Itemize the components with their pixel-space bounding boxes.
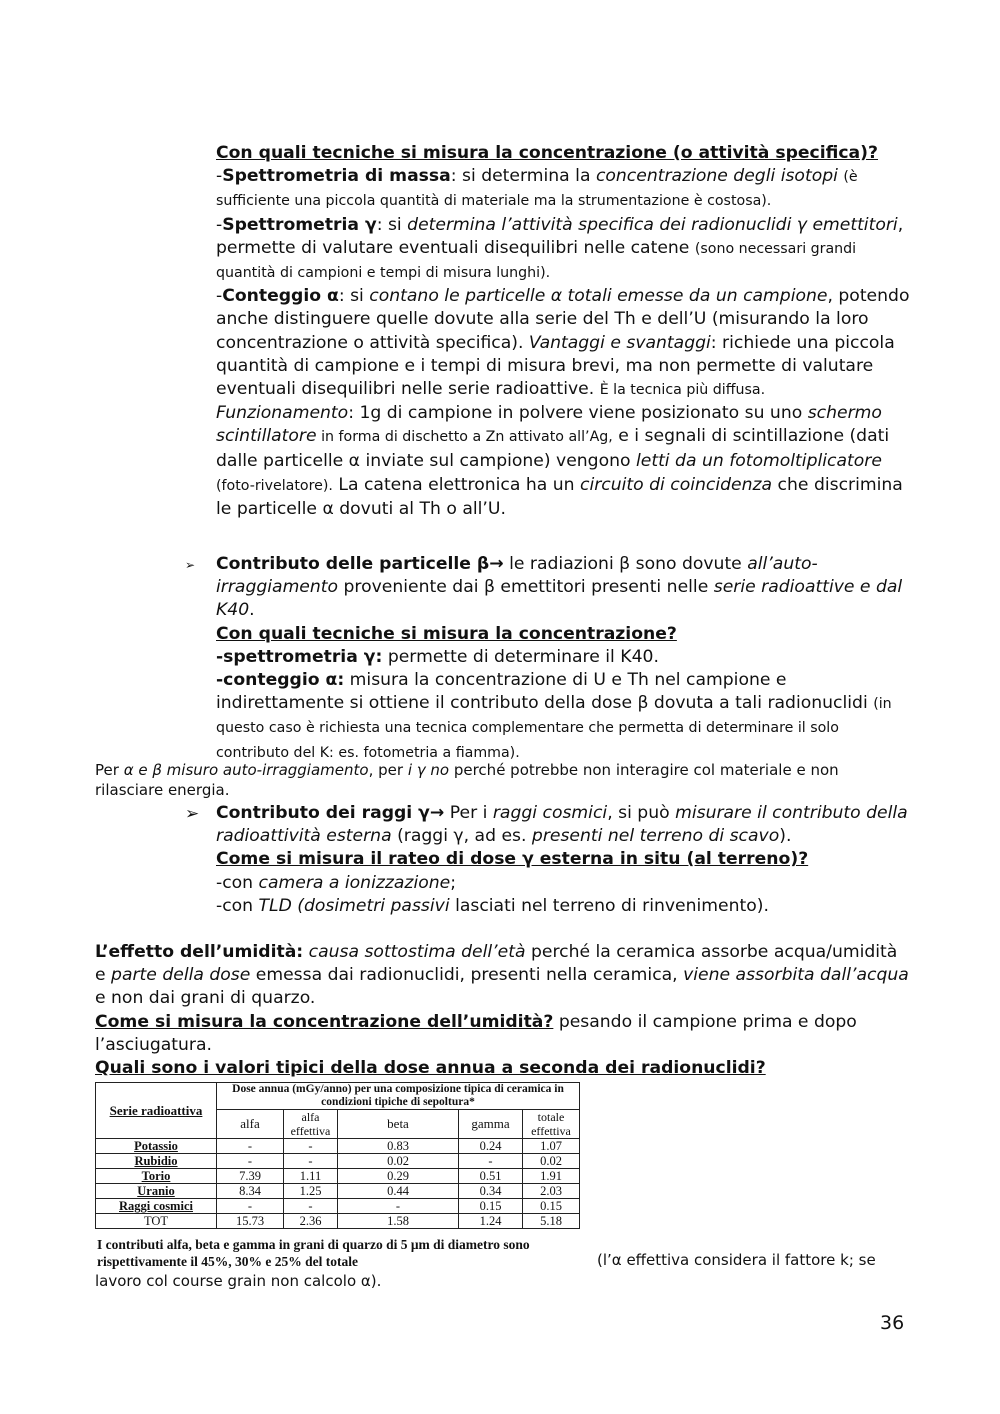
heading-techniques: Con quali tecniche si misura la concentrazione (o attività specifica)? (216, 143, 878, 163)
functioning-paragraph: Funzionamento: 1g di campione in polvere viene posizionato su uno schermo scintillatore in forma di dischetto a Zn attivato all’Ag, e i segnali di scintillazione (dati dalle particelle α inviate sul campione) vengono letti da un fotomoltiplicatore (foto-rivelatore). La catena elettronica ha un circuito di coincidenza che discrimina le particelle α dovuti al Th o all’U. (216, 403, 903, 520)
cell: - (284, 1154, 338, 1169)
table-caption: I contributi alfa, beta e gamma in grani di quarzo di 5 μm di diametro sono rispettivamente il 45%, 30% e 25% del totale (97, 1237, 530, 1269)
table-row (96, 1139, 580, 1154)
table-row (96, 1154, 580, 1169)
row-label: Uranio (96, 1184, 217, 1199)
col-header: gamma (459, 1110, 523, 1139)
footnote: (l’α effettiva considera il fattore k; se lavoro col course grain non calcolo α). (95, 1251, 876, 1290)
cell: 1.07 (523, 1139, 580, 1154)
note-auto-irradiation: Per α e β misuro auto-irraggiamento, per i γ no perché potrebbe non interagire col materiale e non rilasciare energia. (95, 761, 839, 799)
col-header: beta (338, 1110, 459, 1139)
bullet-icon: ➢ (185, 558, 196, 572)
beta-spectrometry: -spettrometria γ: permette di determinare il K40. (216, 646, 659, 667)
cell: 0.34 (459, 1184, 523, 1199)
heading-dose-table: Quali sono i valori tipici della dose annua a seconda dei radionuclidi? (95, 1058, 766, 1079)
beta-paragraph: Contributo delle particelle β→ le radiazioni β sono dovute all’auto-irraggiamento proveniente dai β emettitori presenti nelle serie radioattive e dal K40. (216, 554, 903, 621)
cell: 7.39 (217, 1169, 284, 1184)
cell: 0.29 (338, 1169, 459, 1184)
cell: 0.02 (523, 1154, 580, 1169)
cell: - (338, 1199, 459, 1214)
row-label: Rubidio (96, 1154, 217, 1169)
item-mass-spectrometry: -Spettrometria di massa: si determina la concentrazione degli isotopi (è sufficiente una piccola quantità di materiale ma la strumentazione è costosa). (216, 166, 858, 210)
cell: 0.51 (459, 1169, 523, 1184)
cell: 0.24 (459, 1139, 523, 1154)
gamma-method-1: -con camera a ionizzazione; (216, 872, 457, 893)
row-label: TOT (96, 1214, 217, 1229)
heading-gamma-dose: Come si misura il rateo di dose γ esterna in situ (al terreno)? (216, 849, 809, 870)
cell: 0.15 (459, 1199, 523, 1214)
table-corner-header: Serie radioattiva (96, 1083, 217, 1139)
cell: 0.44 (338, 1184, 459, 1199)
section-beta (216, 553, 916, 765)
cell: - (284, 1199, 338, 1214)
cell: 2.36 (284, 1214, 338, 1229)
col-header: totale effettiva (523, 1110, 580, 1139)
cell: 0.83 (338, 1139, 459, 1154)
gamma-paragraph: Contributo dei raggi γ→ Per i raggi cosmici, si può misurare il contributo della radioattività esterna (raggi γ, ad es. presenti nel terreno di scavo). (216, 803, 908, 847)
cell: 1.24 (459, 1214, 523, 1229)
bullet-icon: ➢ (185, 804, 200, 824)
col-header: alfa (217, 1110, 284, 1139)
row-label: Torio (96, 1169, 217, 1184)
row-label: Potassio (96, 1139, 217, 1154)
humidity-question: Come si misura la concentrazione dell’umidità? pesando il campione prima e dopo l’asciugatura. (95, 1011, 857, 1055)
table-row (96, 1169, 580, 1184)
cell: - (459, 1154, 523, 1169)
cell: - (284, 1139, 338, 1154)
beta-counting: -conteggio α: misura la concentrazione di U e Th nel campione e indirettamente si ottiene il contributo della dose β dovuta a tali radionuclidi (in questo caso è richiesta una tecnica complementare che permetta di determinare il solo contributo del K: es. fotometria a fiamma). (216, 670, 892, 761)
cell: 1.91 (523, 1169, 580, 1184)
cell: 8.34 (217, 1184, 284, 1199)
table-row (96, 1199, 580, 1214)
row-label: Raggi cosmici (96, 1199, 217, 1214)
cell: 0.15 (523, 1199, 580, 1214)
arrow-icon: → (489, 554, 504, 574)
table-row (96, 1214, 580, 1229)
cell: 1.58 (338, 1214, 459, 1229)
cell: 1.11 (284, 1169, 338, 1184)
table-row (96, 1184, 580, 1199)
item-gamma-spectrometry: -Spettrometria γ: si determina l’attività specifica dei radionuclidi γ emettitori, permette di valutare eventuali disequilibri nelle catene (sono necessari grandi quantità di campioni e tempi di misura lunghi). (216, 214, 904, 282)
cell: 2.03 (523, 1184, 580, 1199)
arrow-icon: → (429, 803, 445, 823)
cell: - (217, 1139, 284, 1154)
cell: 15.73 (217, 1214, 284, 1229)
dose-table (95, 1082, 580, 1229)
section-techniques (216, 142, 916, 521)
cell: 5.18 (523, 1214, 580, 1229)
cell: 0.02 (338, 1154, 459, 1169)
table-group-header: Dose annua (mGy/anno) per una composizione tipica di ceramica in condizioni tipiche di sepoltura* (217, 1083, 580, 1110)
cell: 1.25 (284, 1184, 338, 1199)
humidity-paragraph: L’effetto dell’umidità: causa sottostima dell’età perché la ceramica assorbe acqua/umidità e parte della dose emessa dai radionuclidi, presenti nella ceramica, viene assorbita dall’acqua e non dai grani di quarzo. (95, 942, 909, 1009)
cell: - (217, 1199, 284, 1214)
page-number: 36 (880, 1312, 905, 1334)
section-humidity (95, 941, 910, 1080)
cell: - (217, 1154, 284, 1169)
heading-beta-techniques: Con quali tecniche si misura la concentrazione? (216, 623, 677, 644)
gamma-method-2: -con TLD (dosimetri passivi lasciati nel terreno di rinvenimento). (216, 895, 769, 916)
section-gamma (216, 802, 916, 918)
col-header: alfa effettiva (284, 1110, 338, 1139)
item-alpha-counting: -Conteggio α: si contano le particelle α totali emesse da un campione, potendo anche distinguere quelle dovute alla serie del Th e dell’U (misurando la loro concentrazione o attività specifica). Vantaggi e svantaggi: richiede una piccola quantità di campione e i tempi di misura brevi, ma non permette di valutare eventuali disequilibri nelle serie radioattive. È la tecnica più diffusa. (216, 286, 910, 400)
